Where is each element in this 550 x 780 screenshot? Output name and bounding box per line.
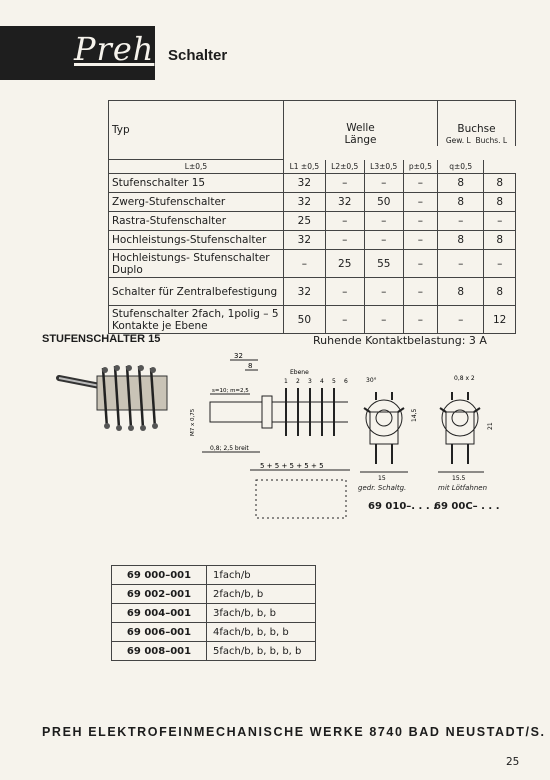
page-title: Schalter [168, 47, 228, 64]
spec-cell: 8 [438, 193, 484, 212]
spec-col-2: L2±0,5 [325, 160, 364, 174]
spec-cell: – [364, 278, 403, 306]
gew-label: Gew. L [445, 135, 471, 145]
spec-cell: 8 [438, 278, 484, 306]
spec-row [109, 174, 516, 193]
caption-right: mit Lötfahnen [438, 484, 488, 492]
welle-label: Welle [346, 121, 375, 134]
spec-cell: 25 [284, 212, 326, 231]
ebene-n6: 6 [344, 378, 348, 385]
dim-145: 14,5 [411, 408, 418, 422]
spec-cell: – [364, 174, 403, 193]
caption-left: gedr. Schaltg. [358, 484, 407, 492]
ebene-n4: 4 [320, 378, 324, 385]
ebene-label: Ebene [290, 369, 309, 376]
dim-21: 21 [487, 422, 494, 430]
spec-row [109, 231, 516, 250]
code-right: 69 00C– . . . [434, 501, 500, 512]
dim-155: 15,5 [452, 475, 466, 480]
spec-row-name: Schalter für Zentralbefestigung [109, 278, 284, 306]
spec-cell: 50 [364, 193, 403, 212]
spec-col-0: L±0,5 [109, 160, 284, 174]
spec-cell: – [484, 250, 516, 278]
page-number: 25 [506, 756, 520, 768]
code-left: 69 010–. . . . [368, 501, 437, 512]
spec-row-name: Stufenschalter 2fach, 1polig – 5 Kontakte je Ebene [109, 306, 284, 334]
spec-cell: – [325, 306, 364, 334]
spec-cell: – [403, 278, 437, 306]
spec-cell: – [403, 306, 437, 334]
order-table [111, 565, 316, 661]
dim-m7: M7 x 0,75 [190, 408, 196, 436]
load-note: Ruhende Kontaktbelastung: 3 A [313, 334, 487, 347]
order-desc: 5fach/b, b, b, b, b [207, 642, 316, 661]
spec-col-5: q±0,5 [438, 160, 484, 174]
spec-col-1: L1 ±0,5 [284, 160, 326, 174]
dim-08: 0,8; 2,5 breit [210, 445, 249, 452]
dim-30: 30° [366, 377, 377, 384]
order-row [112, 604, 316, 623]
spec-cell: – [325, 212, 364, 231]
spec-cell: – [364, 212, 403, 231]
spec-cell: 12 [484, 306, 516, 334]
spec-cell: 8 [438, 231, 484, 250]
ebene-n3: 3 [308, 378, 312, 385]
dim-pitch: 5 + 5 + 5 + 5 + 5 [260, 462, 324, 470]
ebene-n2: 2 [296, 378, 300, 385]
buchse-label: Buchse [457, 122, 496, 135]
spec-cell: – [403, 193, 437, 212]
dim-08x2: 0,8 x 2 [454, 375, 475, 382]
side-view-drawing [190, 352, 360, 524]
order-code: 69 008–001 [112, 642, 207, 661]
front-view-drawing [352, 372, 502, 480]
spec-table [108, 100, 516, 334]
order-desc: 2fach/b, b [207, 585, 316, 604]
dim-32: 32 [234, 352, 243, 360]
order-row [112, 585, 316, 604]
spec-subheader-row [109, 160, 516, 174]
col-welle-header [284, 101, 438, 146]
order-row [112, 566, 316, 585]
dim-15: 15 [378, 475, 386, 480]
spec-cell: 8 [484, 278, 516, 306]
order-row [112, 623, 316, 642]
spec-row [109, 193, 516, 212]
spec-cell: – [403, 212, 437, 231]
spec-cell: 25 [325, 250, 364, 278]
spec-cell: – [325, 231, 364, 250]
order-code: 69 000–001 [112, 566, 207, 585]
order-row [112, 642, 316, 661]
spec-cell: 8 [438, 174, 484, 193]
footer-company: PREH ELEKTROFEINMECHANISCHE WERKE 8740 BAD NEUSTADT/S. [42, 725, 546, 739]
order-desc: 4fach/b, b, b, b [207, 623, 316, 642]
spec-cell: – [325, 174, 364, 193]
buchs-label: Buchs. L [475, 135, 508, 145]
spec-cell: – [403, 174, 437, 193]
switch-photo [55, 358, 175, 438]
spec-cell: 50 [284, 306, 326, 334]
spec-cell: – [403, 250, 437, 278]
spec-row-name: Stufenschalter 15 [109, 174, 284, 193]
dim-8: 8 [248, 362, 253, 370]
ebene-n1: 1 [284, 378, 288, 385]
spec-cell: 32 [284, 231, 326, 250]
col-buchse-header [438, 101, 516, 146]
spec-row [109, 212, 516, 231]
section-title: STUFENSCHALTER 15 [42, 333, 161, 345]
spec-row-name: Zwerg-Stufenschalter [109, 193, 284, 212]
spec-row [109, 306, 516, 334]
spec-cell: – [438, 250, 484, 278]
spec-row [109, 250, 516, 278]
spec-cell: 32 [284, 193, 326, 212]
spec-cell: – [284, 250, 326, 278]
dim-s10: s=10; m=2,5 [212, 388, 249, 394]
laenge-label: Länge [344, 133, 377, 146]
order-code: 69 004–001 [112, 604, 207, 623]
spec-cell: – [325, 278, 364, 306]
spec-col-4: p±0,5 [403, 160, 437, 174]
spec-cell: 8 [484, 174, 516, 193]
spec-cell: 8 [484, 231, 516, 250]
order-desc: 3fach/b, b, b [207, 604, 316, 623]
order-desc: 1fach/b [207, 566, 316, 585]
spec-cell: – [364, 306, 403, 334]
spec-cell: – [438, 212, 484, 231]
spec-row [109, 278, 516, 306]
spec-col-3: L3±0,5 [364, 160, 403, 174]
spec-row-name: Hochleistungs-Stufenschalter [109, 231, 284, 250]
spec-cell: – [364, 231, 403, 250]
spec-cell: – [484, 212, 516, 231]
order-code: 69 002–001 [112, 585, 207, 604]
order-code: 69 006–001 [112, 623, 207, 642]
spec-row-name: Hochleistungs- Stufenschalter Duplo [109, 250, 284, 278]
spec-cell: – [403, 231, 437, 250]
spec-cell: 32 [325, 193, 364, 212]
preh-logo: Preh [74, 30, 155, 68]
col-typ-header: Typ [109, 101, 284, 160]
spec-cell: 55 [364, 250, 403, 278]
spec-cell: 8 [484, 193, 516, 212]
spec-cell: 32 [284, 174, 326, 193]
spec-row-name: Rastra-Stufenschalter [109, 212, 284, 231]
spec-cell: 32 [284, 278, 326, 306]
spec-cell: – [438, 306, 484, 334]
ebene-n5: 5 [332, 378, 336, 385]
